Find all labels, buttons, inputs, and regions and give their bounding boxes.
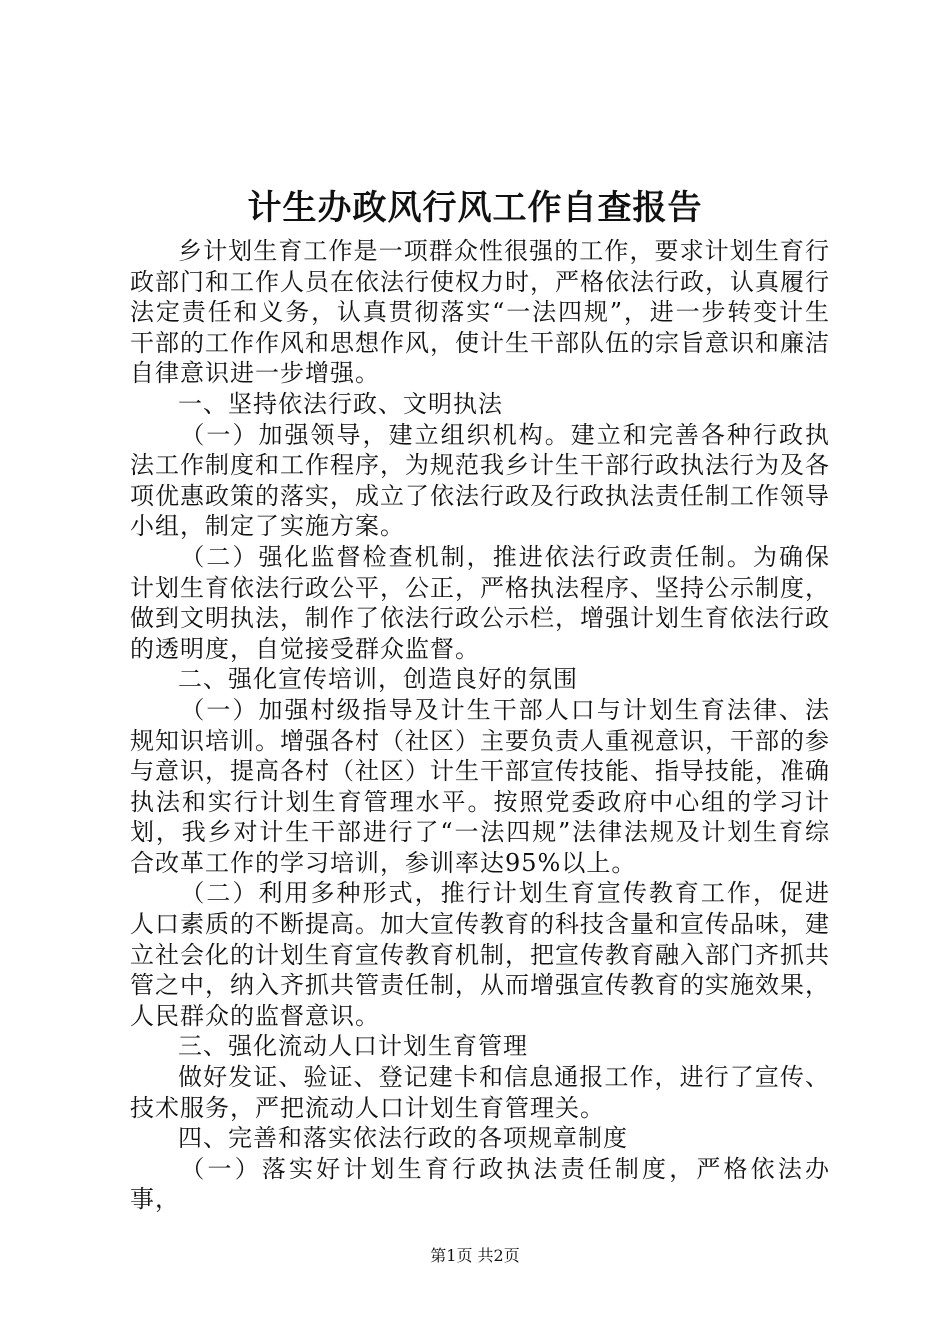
paragraph-2-2: （二）利用多种形式，推行计划生育宣传教育工作，促进人口素质的不断提高。加大宣传教育的科技含量和宣传品味，建立社会化的计划生育宣传教育机制，把宣传教育融入部门齐抓共管之中，纳入齐抓共管责任制，从而增强宣传教育的实施效果，人民群众的监督意识。 (130, 879, 830, 1030)
document-title: 计生办政风行风工作自查报告 (247, 188, 703, 228)
document-body (130, 236, 830, 1215)
paragraph-2-1: （一）加强村级指导及计生干部人口与计划生育法律、法规知识培训。增强各村（社区）主要负责人重视意识，干部的参与意识，提高各村（社区）计生干部宣传技能、指导技能，准确执法和实行计划生育管理水平。按照党委政府中心组的学习计划，我乡对计生干部进行了“一法四规”法律法规及计划生育综合改革工作的学习培训，参训率达95%以上。 (130, 695, 830, 877)
section-heading-4: 四、完善和落实依法行政的各项规章制度 (178, 1124, 628, 1153)
section-heading-2: 二、强化宣传培训，创造良好的氛围 (178, 665, 578, 694)
paragraph-1-1: （一）加强领导，建立组织机构。建立和完善各种行政执法工作制度和工作程序，为规范我乡计生干部行政执法行为及各项优惠政策的落实，成立了依法行政及行政执法责任制工作领导小组，制定了实施方案。 (130, 420, 830, 541)
paragraph-3: 做好发证、验证、登记建卡和信息通报工作，进行了宣传、技术服务，严把流动人口计划生育管理关。 (130, 1063, 830, 1122)
paragraph-4-1: （一）落实好计划生育行政执法责任制度，严格依法办事， (130, 1154, 830, 1214)
paragraph-1-2: （二）强化监督检查机制，推进依法行政责任制。为确保计划生育依法行政公平，公正，严格执法程序、坚持公示制度，做到文明执法，制作了依法行政公示栏，增强计划生育依法行政的透明度，自觉接受群众监督。 (130, 542, 830, 663)
section-heading-1: 一、坚持依法行政、文明执法 (178, 389, 503, 418)
page-number-footer: 第1页 共2页 (430, 1246, 520, 1265)
section-heading-3: 三、强化流动人口计划生育管理 (178, 1032, 528, 1061)
paragraph-intro: 乡计划生育工作是一项群众性很强的工作，要求计划生育行政部门和工作人员在依法行使权力时，严格依法行政，认真履行法定责任和义务，认真贯彻落实“一法四规”，进一步转变计生干部的工作作风和思想作风，使计生干部队伍的宗旨意识和廉洁自律意识进一步增强。 (130, 237, 830, 388)
